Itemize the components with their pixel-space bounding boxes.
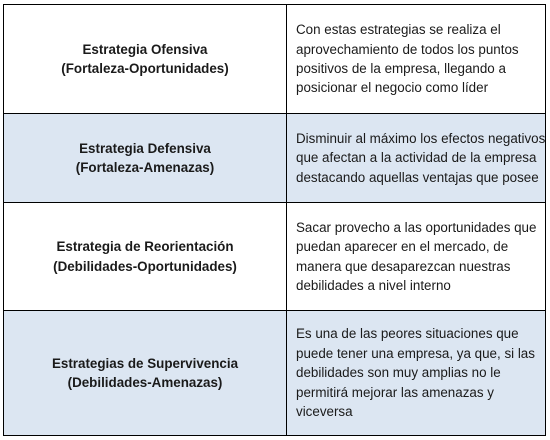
description-line: puede tener una empresa, ya que, si las [296,345,535,361]
description-line: Disminuir al máximo los efectos negativos [296,130,546,146]
strategy-name-cell [4,114,287,203]
description-line: positivos de la empresa, llegando a [296,61,506,76]
strategy-subtitle: (Fortaleza-Amenazas) [75,160,215,175]
description-line: aprovechamiento de todos los puntos [296,41,519,57]
table-row [4,114,546,203]
description-line: Es una de las peores situaciones que [296,326,519,342]
description-line: puedan aparecer en el mercado, de [296,239,509,255]
description-line: manera que desaparezcan nuestras [296,258,511,274]
table-row [4,311,546,436]
strategy-description-cell [287,5,546,114]
description-line: que afectan a la actividad de la empresa [296,150,537,166]
strategy-description-cell [287,203,546,311]
strategy-name: Estrategia Ofensiva [82,41,208,57]
strategy-name-cell [4,5,287,114]
strategy-name-cell [4,311,287,436]
strategy-subtitle: (Debilidades-Oportunidades) [53,258,237,274]
table-row [4,5,546,114]
description-line: destacando aquellas ventajas que posee [296,169,539,185]
strategy-description-cell [287,114,546,203]
table-row [4,203,546,311]
description-line: permitirá mejorar las amenazas y [296,384,494,400]
description-line: Con estas estrategias se realiza el [296,22,501,38]
description-line: debilidades a nivel interno [296,277,451,293]
strategy-subtitle: (Fortaleza-Oportunidades) [61,61,229,76]
description-line: viceversa [296,404,353,420]
description-line: posicionar el negocio como líder [296,80,489,96]
strategy-name: Estrategia de Reorientación [56,239,234,255]
strategy-description-cell [287,311,546,436]
strategy-table [3,4,546,436]
description-line: Sacar provecho a las oportunidades que [296,219,537,235]
strategy-name: Estrategia Defensiva [79,140,211,156]
strategy-name: Estrategias de Supervivencia [51,355,239,371]
strategy-name-cell [4,203,287,311]
strategy-subtitle: (Debilidades-Amenazas) [67,375,223,390]
description-line: debilidades son muy amplias no le [296,365,501,381]
